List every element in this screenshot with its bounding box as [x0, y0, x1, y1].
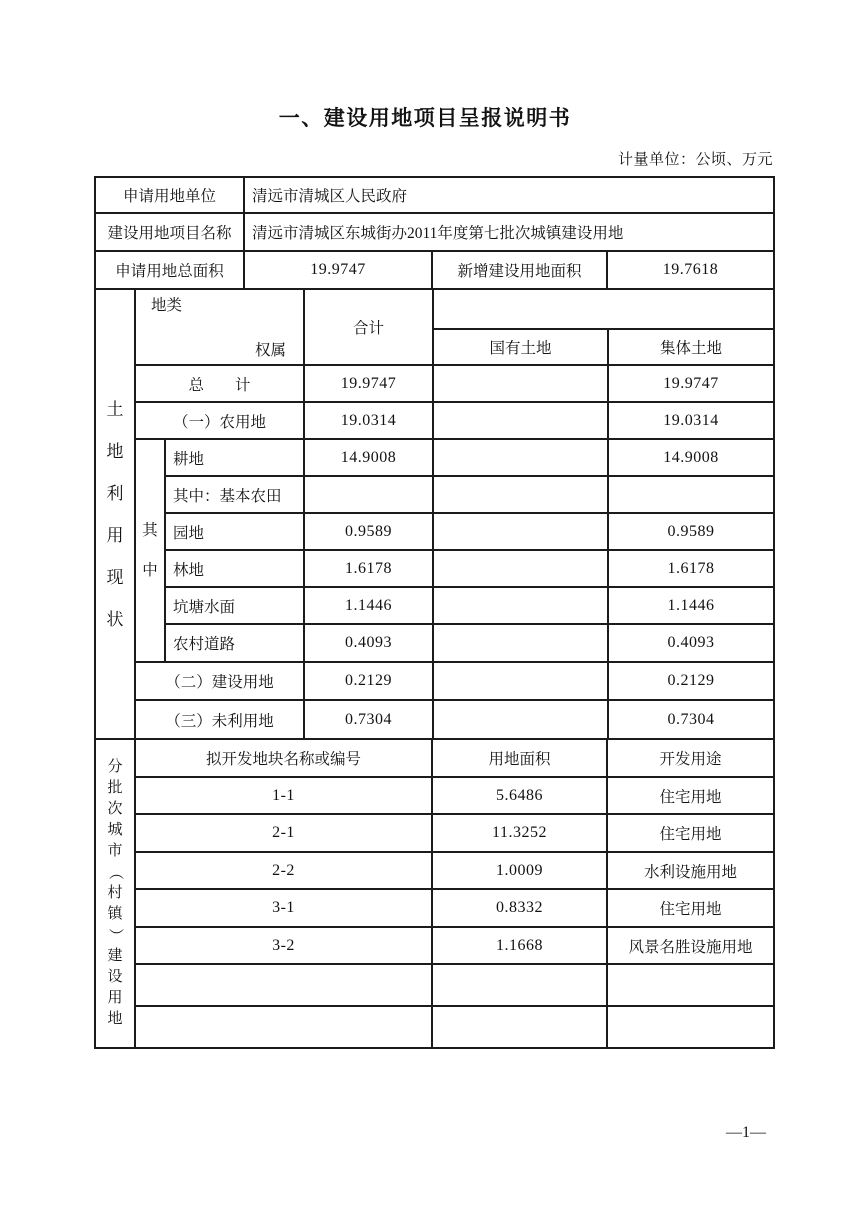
row-label-agricultural: （一）农用地	[135, 402, 304, 439]
cell-total: 19.9747	[304, 365, 433, 402]
parcels-table	[94, 738, 775, 1049]
cell-collective: 1.1446	[608, 587, 774, 624]
parcel-purpose	[607, 1006, 774, 1048]
row-label-construction: （二）建设用地	[135, 662, 304, 700]
row-label-basic-farmland: 其中：基本农田	[165, 476, 304, 513]
land-use-table	[94, 288, 775, 740]
project-name-value: 清远市清城区东城街办2011年度第七批次城镇建设用地	[244, 213, 774, 251]
table-row	[95, 852, 774, 889]
table-row	[95, 927, 774, 964]
parcel-name: 3-1	[135, 889, 432, 927]
project-name-label: 建设用地项目名称	[95, 213, 244, 251]
row-label-unused: （三）未利用地	[135, 700, 304, 739]
cell-total: 1.1446	[304, 587, 433, 624]
parcel-area: 1.1668	[432, 927, 607, 964]
diagonal-label-land-type: 地类	[151, 297, 183, 314]
table-row	[95, 289, 774, 329]
column-header-parcel-purpose: 开发用途	[607, 739, 774, 777]
parcel-purpose: 住宅用地	[607, 777, 774, 814]
table-row	[95, 777, 774, 814]
cell-state	[433, 365, 608, 402]
table-row	[95, 1006, 774, 1048]
row-label-forest: 林地	[165, 550, 304, 587]
cell-collective: 19.9747	[608, 365, 774, 402]
column-header-parcel-name: 拟开发地块名称或编号	[135, 739, 432, 777]
table-row	[95, 662, 774, 700]
cell-total: 14.9008	[304, 439, 433, 476]
cell-total: 0.9589	[304, 513, 433, 550]
new-area-label: 新增建设用地面积	[432, 251, 607, 289]
cell-state	[433, 476, 608, 513]
table-row	[95, 439, 774, 476]
page-title: 一、建设用地项目呈报说明书	[278, 107, 572, 130]
parcel-purpose: 住宅用地	[607, 814, 774, 852]
table-row	[95, 513, 774, 550]
parcels-section-label	[95, 739, 135, 1048]
new-area-value: 19.7618	[607, 251, 774, 289]
cell-collective: 14.9008	[608, 439, 774, 476]
vertical-label: 其 中	[142, 522, 158, 579]
cell-total: 1.6178	[304, 550, 433, 587]
column-header-parcel-area: 用地面积	[432, 739, 607, 777]
parcel-area: 5.6486	[432, 777, 607, 814]
table-row	[95, 177, 774, 213]
table-row	[95, 587, 774, 624]
table-row	[95, 365, 774, 402]
parcel-area: 11.3252	[432, 814, 607, 852]
row-label-garden: 园地	[165, 513, 304, 550]
column-header-collective-land: 集体土地	[608, 329, 774, 365]
page-number: —1—	[726, 1124, 766, 1141]
table-row	[95, 251, 774, 289]
vertical-label: 土 地 利 用 现 状	[106, 399, 124, 629]
table-row	[95, 624, 774, 662]
cell-state	[433, 550, 608, 587]
cell-total: 0.7304	[304, 700, 433, 739]
cell-collective: 19.0314	[608, 402, 774, 439]
cell-collective: 0.7304	[608, 700, 774, 739]
parcel-area: 1.0009	[432, 852, 607, 889]
vertical-label: 分 批 次 城 市 （ 村 镇 ） 建 设 用 地	[107, 759, 124, 1027]
diagonal-label-ownership: 权属	[254, 342, 286, 359]
table-row	[95, 964, 774, 1006]
among-which-label	[135, 439, 165, 662]
parcel-name	[135, 964, 432, 1006]
table-row	[95, 814, 774, 852]
parcel-area	[432, 1006, 607, 1048]
table-row	[95, 700, 774, 739]
unit-note: 计量单位：公顷、万元	[617, 152, 773, 168]
cell-collective: 1.6178	[608, 550, 774, 587]
row-label-pond: 坑塘水面	[165, 587, 304, 624]
parcel-name: 1-1	[135, 777, 432, 814]
ownership-spacer-cell	[433, 289, 774, 329]
diagonal-header-cell	[135, 289, 304, 365]
row-label-grand-total: 总 计	[135, 365, 304, 402]
land-use-section-label	[95, 289, 135, 739]
total-area-value: 19.9747	[244, 251, 432, 289]
parcel-name	[135, 1006, 432, 1048]
parcel-purpose: 住宅用地	[607, 889, 774, 927]
form-table	[94, 176, 773, 1049]
row-label-rural-road: 农村道路	[165, 624, 304, 662]
cell-state	[433, 624, 608, 662]
total-area-label: 申请用地总面积	[95, 251, 244, 289]
cell-collective: 0.4093	[608, 624, 774, 662]
cell-state	[433, 662, 608, 700]
parcel-name: 3-2	[135, 927, 432, 964]
table-row	[95, 213, 774, 251]
table-row	[95, 402, 774, 439]
cell-state	[433, 439, 608, 476]
parcel-name: 2-1	[135, 814, 432, 852]
parcel-area	[432, 964, 607, 1006]
info-table	[94, 176, 775, 290]
cell-total: 19.0314	[304, 402, 433, 439]
cell-state	[433, 513, 608, 550]
cell-state	[433, 587, 608, 624]
cell-state	[433, 402, 608, 439]
applicant-label: 申请用地单位	[95, 177, 244, 213]
table-row	[95, 739, 774, 777]
cell-total	[304, 476, 433, 513]
table-row	[95, 550, 774, 587]
parcel-area: 0.8332	[432, 889, 607, 927]
cell-state	[433, 700, 608, 739]
column-header-total: 合计	[304, 289, 433, 365]
column-header-state-land: 国有土地	[433, 329, 608, 365]
cell-total: 0.2129	[304, 662, 433, 700]
cell-collective: 0.2129	[608, 662, 774, 700]
parcel-purpose	[607, 964, 774, 1006]
applicant-value: 清远市清城区人民政府	[244, 177, 774, 213]
parcel-name: 2-2	[135, 852, 432, 889]
cell-total: 0.4093	[304, 624, 433, 662]
cell-collective	[608, 476, 774, 513]
parcel-purpose: 风景名胜设施用地	[607, 927, 774, 964]
table-row	[95, 889, 774, 927]
row-label-cultivated: 耕地	[165, 439, 304, 476]
cell-collective: 0.9589	[608, 513, 774, 550]
parcel-purpose: 水利设施用地	[607, 852, 774, 889]
table-row	[95, 476, 774, 513]
